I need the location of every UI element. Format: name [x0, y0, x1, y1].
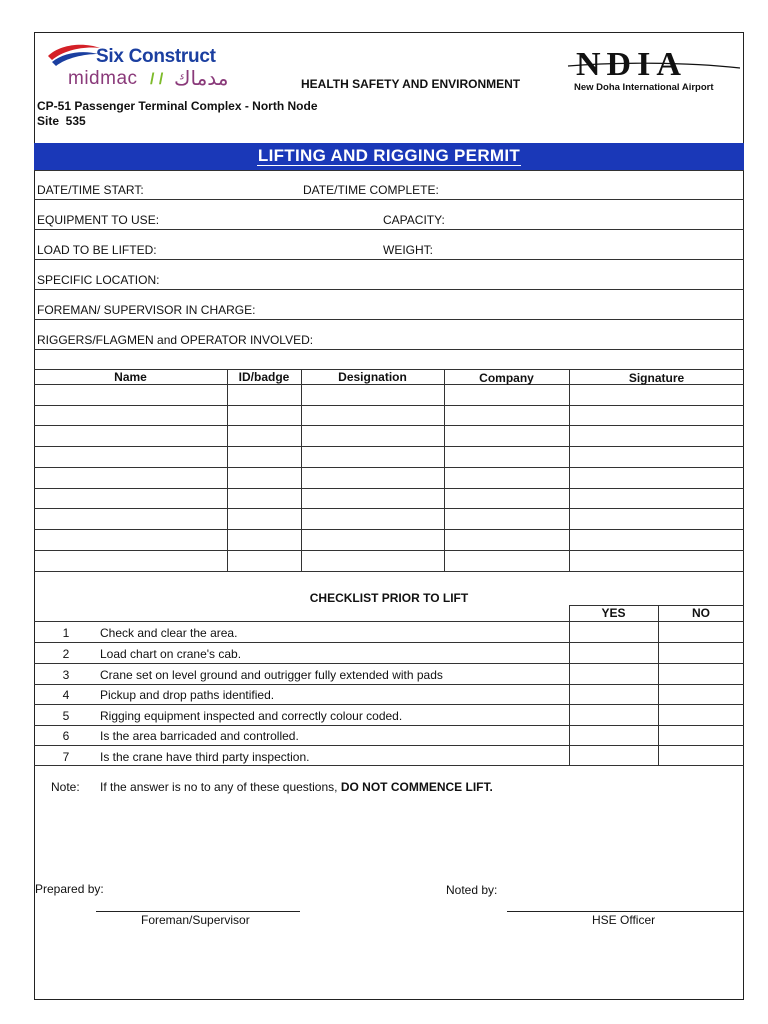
checklist-item: Check and clear the area. — [100, 626, 238, 640]
no-header: NO — [692, 606, 710, 620]
hse-title: HEALTH SAFETY AND ENVIRONMENT — [301, 77, 521, 91]
noted-by-label: Noted by: — [446, 883, 498, 897]
checklist-num: 6 — [62, 729, 70, 743]
noted-signature-line — [507, 911, 743, 912]
checklist-item: Is the crane have third party inspection. — [100, 750, 310, 764]
ndia-logo — [566, 46, 742, 96]
midmac-brand: midmac — [68, 68, 138, 89]
project-name: CP-51 Passenger Terminal Complex - North Node — [37, 99, 318, 113]
noted-role: HSE Officer — [592, 913, 656, 927]
permit-title-banner — [34, 143, 744, 170]
checklist-title: CHECKLIST PRIOR TO LIFT — [309, 591, 469, 605]
permit-form — [34, 32, 744, 1000]
permit-title: LIFTING AND RIGGING PERMIT — [257, 146, 521, 165]
note-text — [100, 780, 493, 794]
equipment-label: EQUIPMENT TO USE: — [37, 213, 160, 227]
col-signature-header: Signature — [628, 371, 685, 385]
ndia-brand: NDIA — [576, 46, 687, 83]
date-start-label: DATE/TIME START: — [37, 183, 144, 197]
midmac-brand-arabic: مدماك — [174, 66, 229, 90]
col-id-header: ID/badge — [238, 370, 290, 384]
checklist-num: 4 — [62, 688, 70, 702]
checklist-item: Rigging equipment inspected and correctly colour coded. — [100, 709, 403, 723]
checklist-item: Pickup and drop paths identified. — [100, 688, 275, 702]
site-number: Site 535 — [37, 114, 86, 128]
location-label: SPECIFIC LOCATION: — [37, 273, 160, 287]
weight-label: WEIGHT: — [383, 243, 433, 257]
ndia-subtitle: New Doha International Airport — [574, 82, 714, 93]
col-company-header: Company — [479, 371, 534, 385]
load-label: LOAD TO BE LIFTED: — [37, 243, 157, 257]
checklist-item: Crane set on level ground and outrigger fully extended with pads — [100, 668, 443, 682]
checklist-num: 3 — [62, 668, 70, 682]
checklist-num: 7 — [62, 750, 70, 764]
capacity-label: CAPACITY: — [383, 213, 445, 227]
prepared-signature-line — [96, 911, 300, 912]
swoosh-icon — [46, 42, 102, 68]
col-name-header: Name — [114, 370, 147, 384]
prepared-by-label: Prepared by: — [35, 882, 104, 896]
note-body: If the answer is no to any of these questions, — [100, 780, 338, 794]
checklist-num: 1 — [62, 626, 70, 640]
six-construct-brand: Six Construct — [96, 46, 216, 67]
checklist-num: 2 — [62, 647, 70, 661]
foreman-label: FOREMAN/ SUPERVISOR IN CHARGE: — [37, 303, 256, 317]
prepared-role: Foreman/Supervisor — [141, 913, 250, 927]
col-designation-header: Designation — [338, 370, 407, 384]
checklist-item: Is the area barricaded and controlled. — [100, 729, 299, 743]
midmac-mark-icon: / / — [150, 71, 164, 88]
yes-header: YES — [601, 606, 626, 620]
six-construct-logo — [46, 40, 256, 96]
date-complete-label: DATE/TIME COMPLETE: — [303, 183, 439, 197]
riggers-label: RIGGERS/FLAGMEN and OPERATOR INVOLVED: — [37, 333, 314, 347]
note-emphasis: DO NOT COMMENCE LIFT. — [340, 780, 493, 794]
checklist-item: Load chart on crane's cab. — [100, 647, 242, 661]
ndia-swoosh-icon — [566, 60, 742, 74]
note-label: Note: — [51, 780, 80, 794]
checklist-num: 5 — [62, 709, 70, 723]
